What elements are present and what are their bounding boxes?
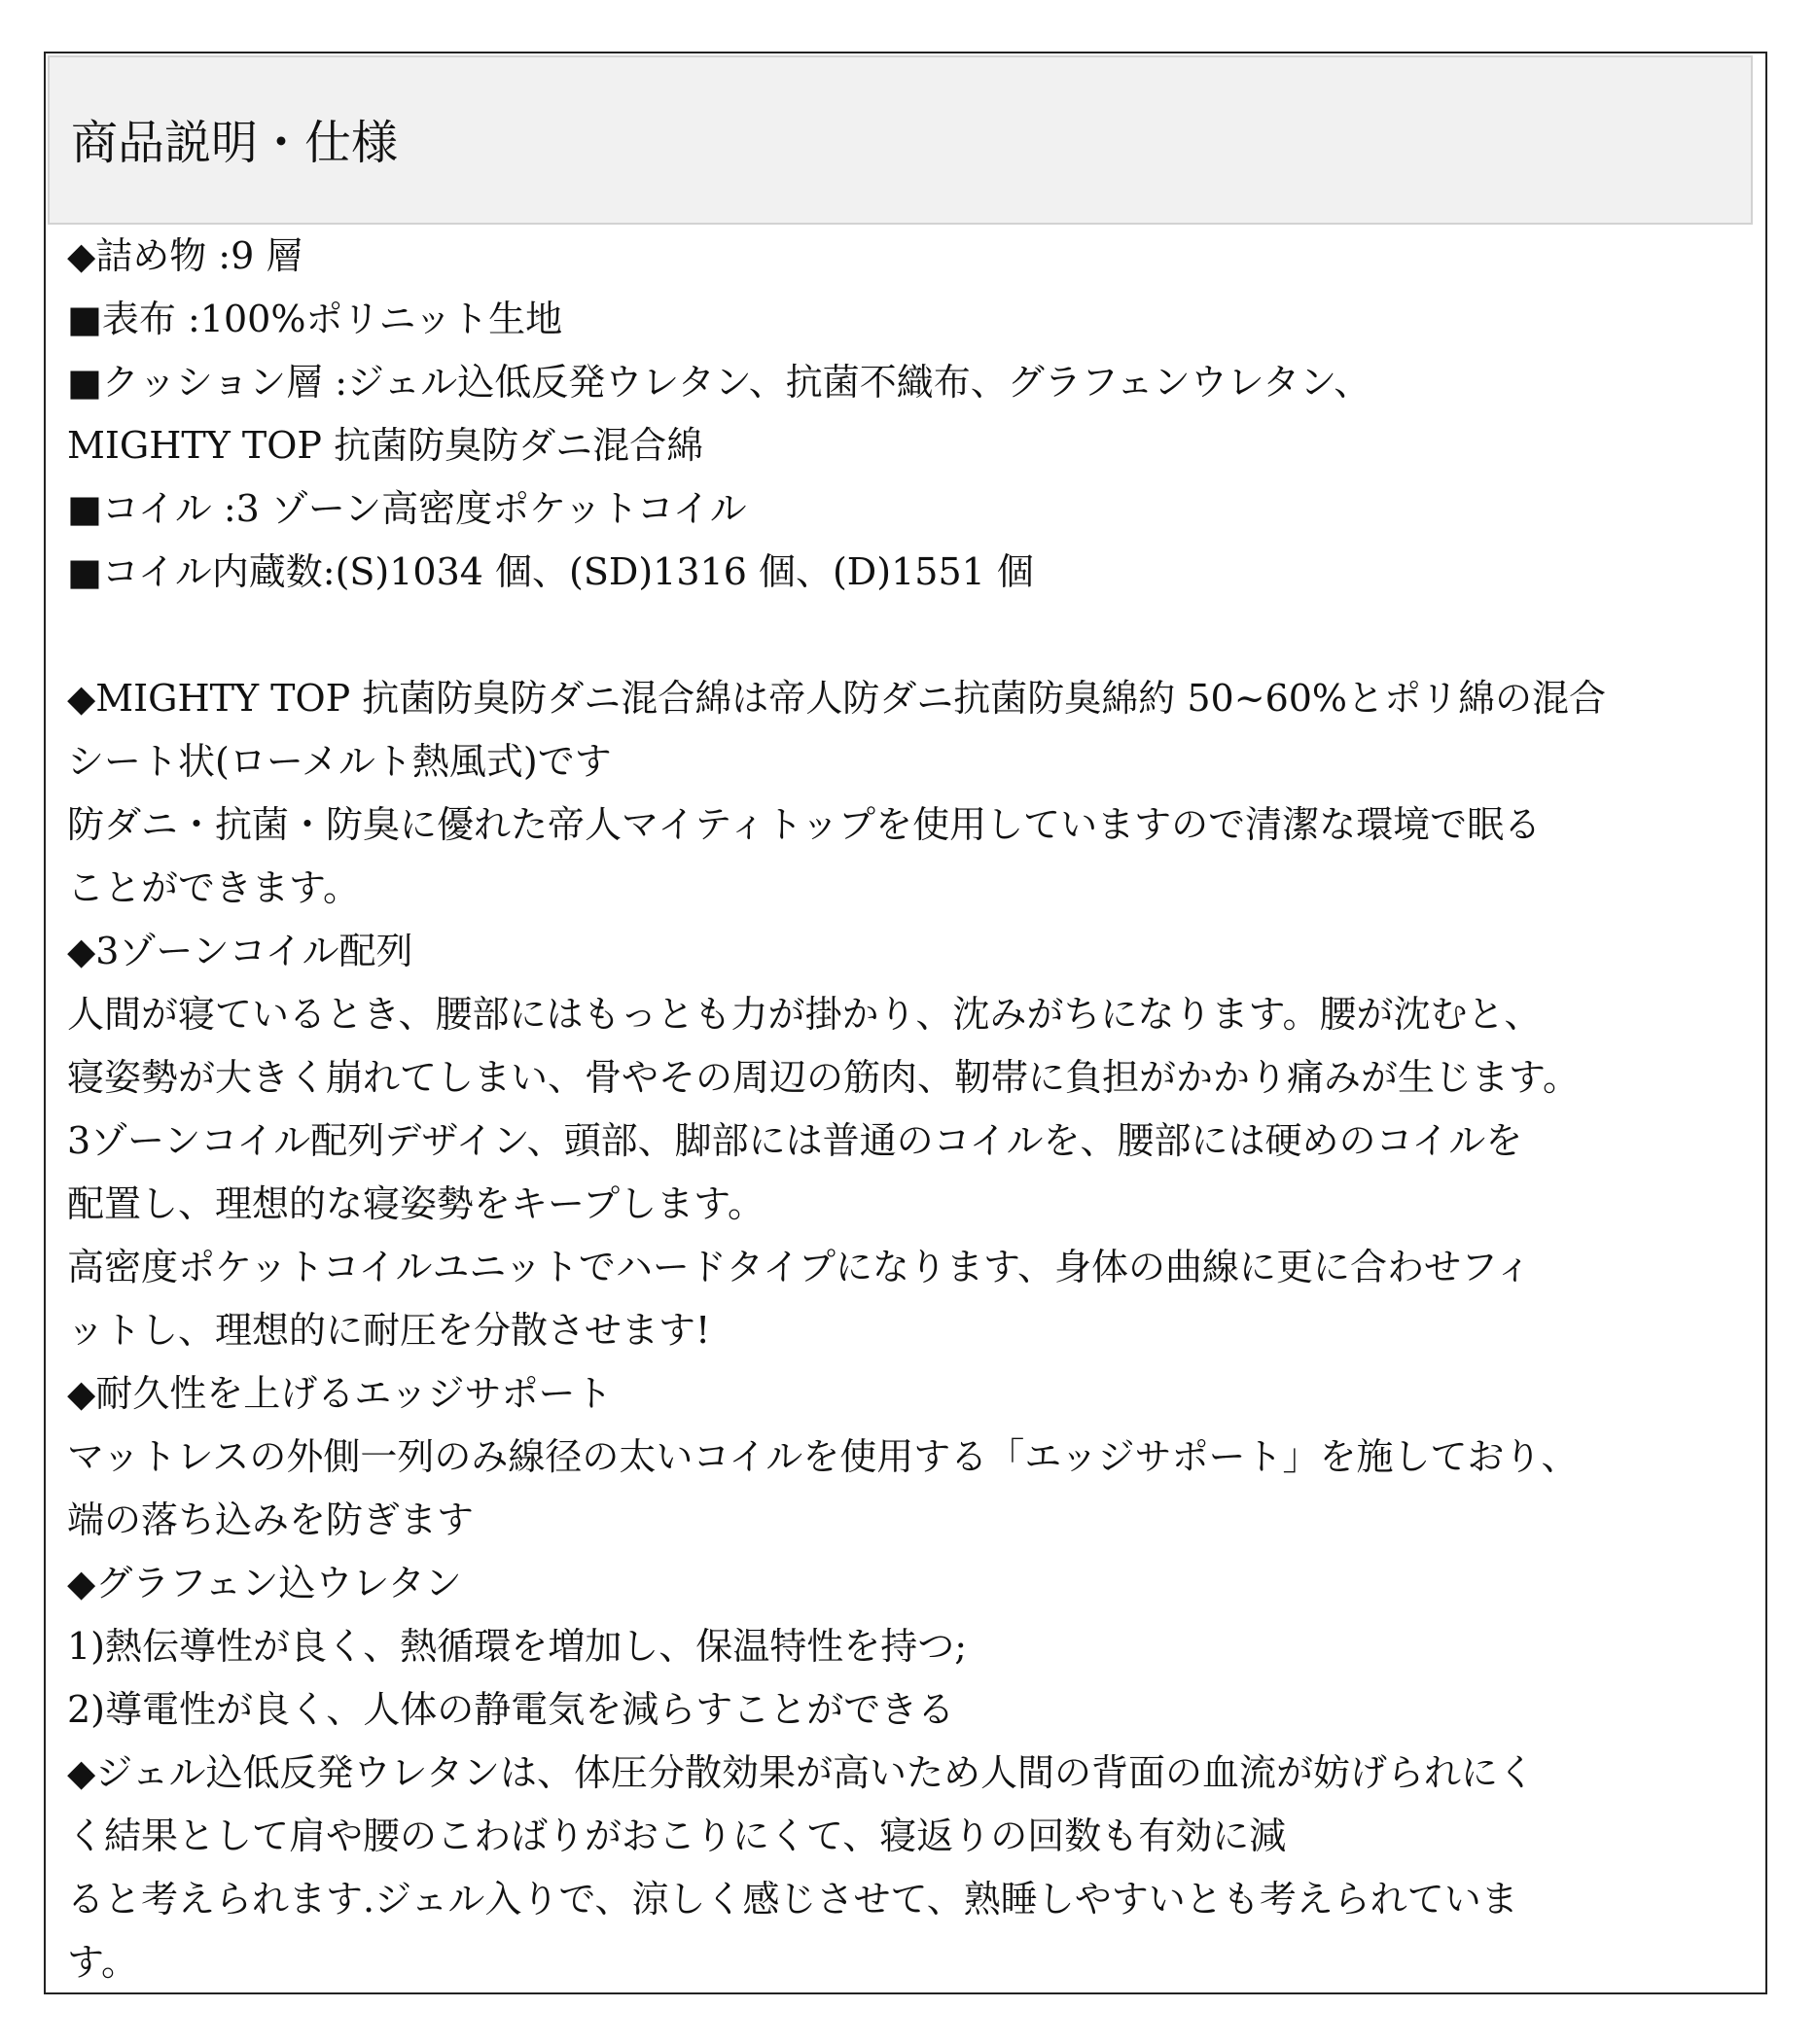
desc-line: す。 <box>67 1941 138 1984</box>
desc-line: 高密度ポケットコイルユニットでハードタイプになります、身体の曲線に更に合わせフィ <box>67 1246 1532 1288</box>
spec-body <box>67 225 1750 1994</box>
desc-line: 配置し、理想的な寝姿勢をキープします。 <box>67 1182 765 1225</box>
desc-line: マットレスの外側一列のみ線径の太いコイルを使用する「エッジサポート」を施しており、 <box>67 1435 1579 1478</box>
desc-line: 3ゾーンコイル配列デザイン、頭部、脚部には普通のコイルを、腰部には硬めのコイルを <box>67 1119 1523 1162</box>
desc-line: 2)導電性が良く、人体の静電気を減らすことができる <box>67 1688 955 1731</box>
spacer <box>67 604 1750 667</box>
desc-line: 1)熱伝導性が良く、熱循環を増加し、保温特性を持つ; <box>67 1625 968 1668</box>
product-spec-panel <box>44 52 1767 1994</box>
desc-line: 端の落ち込みを防ぎます <box>67 1498 475 1541</box>
desc-line: ことができます。 <box>67 866 360 909</box>
desc-line: く結果として肩や腰のこわばりがおこりにくて、寝返りの回数も有効に減 <box>67 1815 1287 1857</box>
desc-line: ると考えられます.ジェル入りで、涼しく感じさせて、熟睡しやすいとも考えられていま <box>67 1878 1518 1921</box>
desc-line: ットし、理想的に耐圧を分散させます! <box>67 1309 711 1352</box>
desc-line: 防ダニ・抗菌・防臭に優れた帝人マイティトップを使用していますので清潔な環境で眠る <box>67 803 1542 846</box>
spec-line-filling: ◆詰め物 :9 層 <box>67 234 303 277</box>
spec-line-coil: ■コイル :3 ゾーン高密度ポケットコイル <box>67 487 747 530</box>
section-title: 商品説明・仕様 <box>71 116 399 170</box>
desc-heading-edge-support: ◆耐久性を上げるエッジサポート <box>67 1372 613 1415</box>
desc-line: 寝姿勢が大きく崩れてしまい、骨やその周辺の筋肉、靭帯に負担がかかり痛みが生じます。 <box>67 1056 1580 1099</box>
desc-heading-3zone: ◆3ゾーンコイル配列 <box>67 930 413 972</box>
spec-line-coil-count: ■コイル内蔵数:(S)1034 個、(SD)1316 個、(D)1551 個 <box>67 550 1034 593</box>
spec-line-cover-fabric: ■表布 :100%ポリニット生地 <box>67 298 563 340</box>
spec-line-cushion-layer: ■クッション層 :ジェル込低反発ウレタン、抗菌不織布、グラフェンウレタン、 <box>67 361 1371 404</box>
desc-heading-gel-urethane: ◆ジェル込低反発ウレタンは、体圧分散効果が高いため人間の背面の血流が妨げられにく <box>67 1751 1535 1794</box>
spec-line-cushion-layer-cont: MIGHTY TOP 抗菌防臭防ダニ混合綿 <box>67 424 704 467</box>
desc-line: ◆MIGHTY TOP 抗菌防臭防ダニ混合綿は帝人防ダニ抗菌防臭綿約 50~60%とポリ綿の混合 <box>67 677 1607 720</box>
section-header <box>48 55 1753 225</box>
desc-heading-graphene: ◆グラフェン込ウレタン <box>67 1562 462 1604</box>
desc-line: シート状(ローメルト熱風式)です <box>67 740 612 783</box>
desc-line: 人間が寝ているとき、腰部にはもっとも力が掛かり、沈みがちになります。腰が沈むと、 <box>67 993 1542 1036</box>
